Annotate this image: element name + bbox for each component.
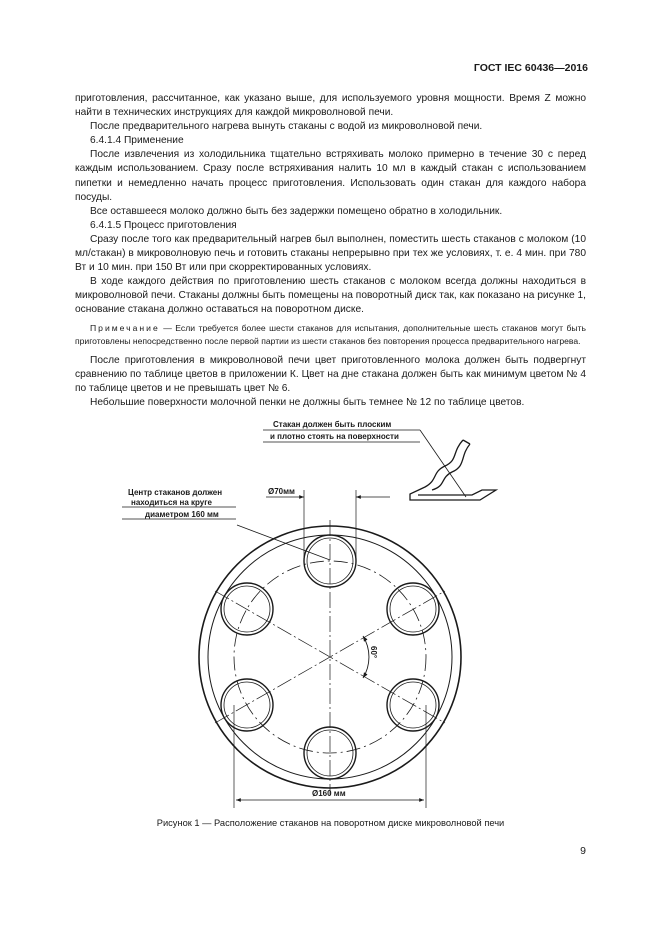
label-flat-line-2: и плотно стоять на поверхности	[270, 432, 399, 441]
paragraph: Сразу после того как предварительный нагрев был выполнен, поместить шесть стаканов с молоком (10 мл/стакан) в микроволновую печь и готовить стаканы непрерывно при тех же условиях, т. е. 4 мин. при 780 Вт и 10 мин. при 150 Вт или при скорректированных условиях.	[75, 233, 586, 274]
label-center-line-2: находиться на круге	[131, 498, 213, 507]
document-header: ГОСТ IEC 60436—2016	[473, 62, 588, 74]
note-label: Примечание	[90, 322, 160, 333]
label-center-line-1: Центр стаканов должен	[128, 488, 223, 497]
figure-caption: Рисунок 1 — Расположение стаканов на поворотном диске микроволновой печи	[156, 818, 505, 828]
body-text	[75, 92, 586, 410]
label-circle-diameter: Ø160 мм	[312, 789, 346, 798]
turntable-diagram	[0, 410, 661, 830]
figure-1	[0, 410, 661, 830]
paragraph: После приготовления в микроволновой печи цвет приготовленного молока должен быть подвергнут сравнению по таблице цветов в приложении К. Цвет на дне стакана должен быть как минимум цветом № 4 по таблице цветов и не превышать цвет № 6.	[75, 354, 586, 394]
angle-arc	[363, 636, 369, 678]
paragraph: Небольшие поверхности молочной пенки не должны быть темнее № 12 по таблице цветов.	[90, 396, 525, 408]
label-flat-line-1: Стакан должен быть плоским	[273, 420, 392, 429]
note-text: — Если требуется более шести стаканов для испытания, дополнительные шесть стаканов могут быть приготовлены непосредственно после первой партии из шести стаканов без повторения процесса предварительного нагрева.	[75, 322, 586, 346]
label-angle: 60°	[369, 646, 378, 659]
paragraph: После предварительного нагрева вынуть стаканы с водой из микроволновой печи.	[90, 121, 483, 133]
paragraph: Все оставшееся молоко должно быть без задержки помещено обратно в холодильник.	[90, 205, 503, 217]
page-number: 9	[580, 845, 586, 857]
section-heading: 6.4.1.4 Применение	[90, 135, 184, 147]
paragraph: В ходе каждого действия по приготовлению шесть стаканов с молоком всегда должны находиться в микроволновой печи. Стаканы должны быть помещены на поворотный диск так, как показано на рисунке 1, основание стакана должно оставаться на поворотном диске.	[75, 276, 586, 316]
label-center-line-3: диаметром 160 мм	[145, 510, 219, 519]
cup-profile-detail	[410, 440, 496, 500]
paragraph: приготовления, рассчитанное, как указано выше, для используемого уровня мощности. Время Z можно найти в технических инструкциях для каждой микроволновой печи.	[75, 93, 586, 119]
section-heading: 6.4.1.5 Процесс приготовления	[90, 219, 237, 231]
note	[75, 322, 586, 348]
paragraph: После извлечения из холодильника тщательно встряхивать молоко примерно в течение 30 с перед каждым использованием. Сразу после встряхивания налить 10 мл в каждый стакан с использованием пипетки и немедленно начать процесс приготовления. Использовать один стакан для каждого набора посуды.	[75, 149, 586, 203]
label-cup-diameter: Ø70мм	[268, 487, 295, 496]
